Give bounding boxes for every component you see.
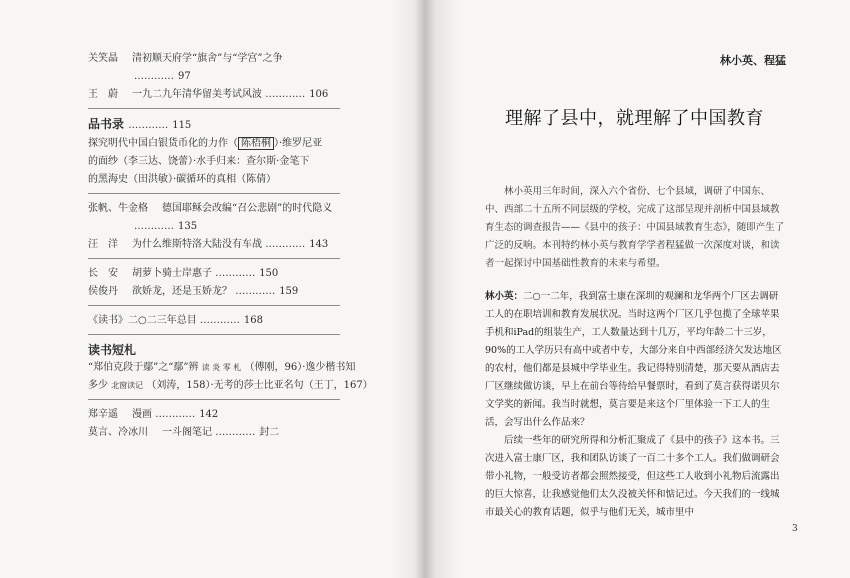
section-heading-dushu[interactable]	[88, 341, 358, 359]
toc-dots: …………	[265, 239, 306, 250]
toc-title: 德国耶稣会改编“召公悲剧”的时代隐义	[162, 203, 333, 214]
toc-entry-annual-index[interactable]	[88, 312, 358, 330]
toc-entry[interactable]	[88, 200, 358, 218]
toc-author: 关笑晶	[88, 53, 118, 64]
table-of-contents	[88, 50, 373, 442]
pinshulu-line: 的黑海史（田洪敏）·碳循环的真相（陈倩）	[88, 174, 277, 185]
toc-page: 168	[243, 315, 264, 326]
toc-dots: …………	[215, 427, 256, 438]
toc-title: 为什么维斯特洛大陆没有车战	[132, 239, 262, 250]
divider	[88, 305, 340, 306]
toc-entry[interactable]	[88, 265, 358, 283]
toc-dots: …………	[134, 221, 174, 232]
divider	[88, 258, 340, 259]
toc-entry[interactable]	[88, 283, 358, 301]
body-paragraph	[485, 288, 785, 432]
toc-page: 150	[259, 268, 279, 279]
toc-title: 漫画	[132, 409, 152, 420]
divider	[88, 193, 340, 194]
article-title: 理解了县中，就理解了中国教育	[505, 108, 764, 129]
toc-title: 一斗阁笔记	[162, 427, 212, 438]
toc-page: 143	[309, 239, 329, 250]
toc-author: 王 蔚	[88, 89, 118, 100]
toc-entry[interactable]	[88, 86, 358, 104]
toc-entry[interactable]	[88, 406, 358, 424]
toc-dots: …………	[235, 286, 276, 297]
toc-author: 长 安	[88, 268, 118, 279]
article-body	[485, 288, 785, 522]
toc-page: 142	[199, 409, 219, 420]
toc-dots: …………	[128, 120, 169, 131]
dushu-column: 北窗读记	[111, 381, 144, 390]
boxed-author: 陈梧桐	[238, 137, 274, 150]
toc-page-line	[88, 68, 358, 86]
pinshulu-line: 探究明代中国白银货币化的力作（ 陈梧桐 ）·维罗尼亚	[88, 138, 323, 149]
running-head: 林小英、程猛	[720, 54, 786, 67]
toc-title: 欲娇龙，还是玉娇龙？	[132, 286, 232, 297]
section-label: 品书录	[88, 117, 125, 131]
paragraph-text: 二○一二年，我到富士康在深圳的观澜和龙华两个厂区去调研工人的在职培训和教育发展状况。当时这两个厂区几乎包揽了全球苹果手机和iPad的组装生产，工人数量达到十几万，平均年龄二十三岁，90%的工人学历只有高中或者中专，大部分来自中西部经济欠发达地区的农村，他们都是县城中学毕业生。我记得特别清楚，那天要从酒店去厂区继续做访谈，早上在前台等待给早餐票时，看到了莫言获得诺贝尔文学奖的新闻。我当时就想，莫言要是来这个厂里体验一下工人的生活，会写出什么作品来？	[485, 291, 782, 428]
toc-page: 159	[279, 286, 299, 297]
dushu-text: （刘涛，158）·无考的莎士比亚名句（王丁，167）	[146, 380, 373, 391]
toc-author: 张帆、牛金格	[88, 203, 148, 214]
toc-entry[interactable]	[88, 424, 358, 442]
toc-page: 97	[178, 71, 191, 82]
dushu-text: （傅刚，96）·逸少楷书知	[244, 362, 356, 373]
dushu-title: “郑伯克段于鄢”之“鄢”辨	[88, 362, 199, 373]
toc-title: 一九二九年清华留美考试风波	[132, 89, 262, 100]
toc-author: 汪 洋	[88, 239, 118, 250]
toc-page: 115	[172, 120, 192, 131]
toc-dots: …………	[199, 315, 240, 326]
divider	[88, 108, 340, 109]
toc-entry[interactable]	[88, 236, 358, 254]
divider	[88, 399, 340, 400]
toc-dots: …………	[215, 268, 256, 279]
toc-page: 封二	[259, 427, 280, 438]
speaker-label: 林小英：	[485, 291, 524, 302]
dushu-column: 读 炎 零 札	[201, 363, 242, 372]
toc-page: 135	[178, 221, 198, 232]
body-paragraph: 后续一些年的研究所得和分析汇聚成了《县中的孩子》这本书。三次进入富士康厂区，我和团队访谈了一百二十多个工人。我们做调研会带小礼物，一般受访者都会照然接受，但这些工人收到小礼物后流露出的巨大惊喜，让我感觉他们太久没被关怀和惦记过。今天我们的一线城市最关心的教育话题，似乎与他们无关，城市里中	[485, 435, 780, 518]
toc-author: 郑辛遥	[88, 409, 118, 420]
toc-entry[interactable]	[88, 50, 358, 68]
dushu-title: 多少	[88, 380, 108, 391]
section-label: 读书短札	[88, 343, 137, 357]
pinshulu-text: 探究明代中国白银货币化的力作	[88, 138, 228, 149]
dushu-line	[88, 359, 358, 377]
toc-title: 胡萝卜骑士岸惠子	[132, 268, 212, 279]
dushu-line	[88, 377, 373, 395]
toc-page: 106	[309, 89, 329, 100]
toc-author: 侯俊丹	[88, 286, 118, 297]
article-lead	[485, 183, 785, 273]
toc-dots: …………	[155, 409, 196, 420]
toc-dots: …………	[265, 89, 306, 100]
lead-paragraph: 林小英用三年时间，深入六个省份、七个县域，调研了中国东、中、西部二十五所不同层级的学校，完成了这部呈现并剖析中国县域教育生态的调查报告——《县中的孩子：中国县域教育生态》，随即产生了广泛的反响。本刊特约林小英与教育学学者程猛做一次深度对谈，和读者一起探讨中国基础性教育的未来与希望。	[485, 186, 785, 269]
section-heading-pinshulu[interactable]	[88, 115, 358, 135]
divider	[88, 334, 340, 335]
toc-page-line	[88, 218, 358, 236]
toc-author: 莫言、冷冰川	[88, 427, 148, 438]
toc-title: 《读书》二○二三年总目	[88, 315, 197, 326]
pinshulu-line: 的面纱（李三达、饶蕾）·水手归来：查尔斯·金笔下	[88, 156, 310, 167]
toc-dots: …………	[134, 71, 174, 82]
pinshulu-text: ·维罗尼亚	[279, 138, 323, 149]
page-number: 3	[792, 524, 798, 534]
toc-title: 清初顺天府学“旗舍”与“学宫”之争	[132, 53, 283, 64]
